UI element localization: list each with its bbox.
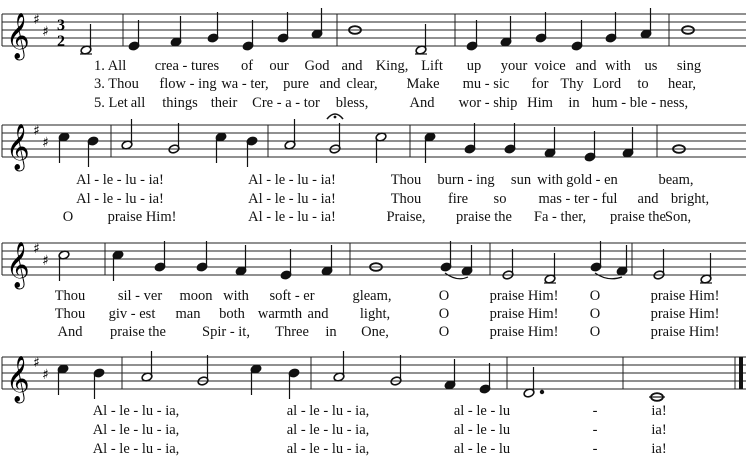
treble-clef-icon: 𝄞 <box>6 13 30 59</box>
lyric-syllable: 1. All <box>94 58 127 74</box>
sharp-icon: ♯ <box>33 123 40 139</box>
lyric-syllable: us <box>644 58 658 74</box>
lyric-syllable: gold - en <box>566 172 618 188</box>
lyric-syllable: Son, <box>664 209 692 225</box>
lyric-syllable: ia! <box>651 403 667 419</box>
lyric-syllable: Al - le - lu - ia! <box>248 172 336 188</box>
lyric-syllable: - <box>592 403 598 419</box>
lyric-syllable: moon <box>179 288 213 304</box>
staff-3 <box>0 230 750 290</box>
lyric-syllable: Thou <box>54 306 86 322</box>
treble-clef-icon: 𝄞 <box>6 242 30 288</box>
sharp-icon: ♯ <box>33 241 40 257</box>
lyric-syllable: Make <box>406 76 440 92</box>
lyric-syllable: O <box>438 306 450 322</box>
lyric-syllable: gleam, <box>352 288 392 304</box>
sharp-icon: ♯ <box>42 367 49 383</box>
lyric-syllable: al - le - lu - ia, <box>286 441 370 457</box>
lyric-syllable: O <box>438 324 450 340</box>
lyric-syllable: al - le - lu <box>453 441 511 457</box>
lyric-syllable: man <box>175 306 201 322</box>
lyric-syllable: our <box>269 58 289 74</box>
lyric-syllable: giv - est <box>108 306 156 322</box>
lyric-syllable: both <box>219 306 245 322</box>
lyric-syllable: your <box>500 58 528 74</box>
lyric-syllable: sun <box>510 172 532 188</box>
lyric-syllable: clear, <box>346 76 378 92</box>
system-2 <box>0 115 750 227</box>
lyric-syllable: praise Him! <box>650 324 720 340</box>
lyric-syllable: God <box>304 58 330 74</box>
system-1 <box>0 0 750 112</box>
lyric-syllable: praise Him! <box>489 324 559 340</box>
lyric-syllable: Him <box>527 95 553 111</box>
lyric-line-verse-5 <box>0 208 750 226</box>
lyric-syllable: Thou <box>390 172 422 188</box>
lyric-syllable: praise Him! <box>107 209 177 225</box>
lyric-syllable: bless, <box>335 95 369 111</box>
lyric-syllable: Al - le - lu - ia, <box>92 441 180 457</box>
lyric-syllable: O <box>589 288 601 304</box>
system-3 <box>0 230 750 342</box>
treble-clef-icon: 𝄞 <box>6 356 30 402</box>
lyric-syllable: 5. Let <box>94 95 128 111</box>
lyric-syllable: mas - ter - ful <box>538 191 618 207</box>
staff-2 <box>0 115 750 175</box>
lyric-syllable: - <box>592 422 598 438</box>
lyric-syllable: hear, <box>668 76 696 92</box>
lyric-syllable: in <box>325 324 337 340</box>
lyric-syllable: Al - le - lu - ia! <box>248 209 336 225</box>
lyric-syllable: and <box>319 76 341 92</box>
lyric-line-verse-3 <box>0 305 750 323</box>
lyric-syllable: Cre - a - tor <box>252 95 320 111</box>
sharp-icon: ♯ <box>42 135 49 151</box>
lyric-syllable: things <box>162 95 198 111</box>
sharp-icon: ♯ <box>42 253 49 269</box>
lyric-syllable: sil - ver <box>117 288 163 304</box>
lyric-syllable: Fa - ther, <box>533 209 587 225</box>
lyric-syllable: praise the <box>456 209 512 225</box>
lyric-syllable: up <box>466 58 482 74</box>
time-signature-top: 3 <box>57 17 65 34</box>
sharp-icon: ♯ <box>42 24 49 40</box>
lyric-syllable: praise Him! <box>489 306 559 322</box>
staff-4 <box>0 347 750 407</box>
lyric-syllable: wa - ter, <box>221 76 269 92</box>
lyric-line-verse-1 <box>0 57 750 75</box>
lyric-syllable: bright, <box>670 191 710 207</box>
lyric-syllable: and <box>341 58 363 74</box>
lyric-syllable: so <box>493 191 507 207</box>
slur-icon <box>445 273 622 279</box>
lyric-syllable: praise the <box>110 324 166 340</box>
lyric-syllable: O <box>589 324 601 340</box>
lyric-syllable: burn - ing <box>437 172 495 188</box>
lyric-syllable: And <box>409 95 435 111</box>
lyric-syllable: Al - le - lu - ia! <box>76 191 164 207</box>
lyric-line-verse-3 <box>0 190 750 208</box>
lyric-syllable: One, <box>361 324 389 340</box>
lyric-syllable: - <box>592 441 598 457</box>
lyric-line-verse-1 <box>0 171 750 189</box>
sharp-icon: ♯ <box>33 12 40 28</box>
lyric-syllable: light, <box>359 306 391 322</box>
lyric-line-verse-5 <box>0 94 750 112</box>
lyric-syllable: ia! <box>651 441 667 457</box>
lyric-line-verse-5 <box>0 323 750 341</box>
lyric-syllable: O <box>62 209 74 225</box>
lyric-syllable: Al - le - lu - ia! <box>248 191 336 207</box>
lyric-syllable: O <box>589 306 601 322</box>
lyric-syllable: for <box>531 76 549 92</box>
lyric-syllable: in <box>568 95 580 111</box>
lyric-syllable: fire <box>447 191 469 207</box>
lyric-syllable: mu - sic <box>462 76 510 92</box>
lyric-syllable: praise the <box>610 209 666 225</box>
lyric-syllable: soft - er <box>269 288 315 304</box>
lyric-syllable: Al - le - lu - ia! <box>76 172 164 188</box>
lyric-syllable: praise Him! <box>489 288 559 304</box>
system-4 <box>0 347 750 459</box>
lyric-line-verse-3 <box>0 421 750 439</box>
lyric-syllable: praise Him! <box>650 288 720 304</box>
lyric-syllable: Thou <box>390 191 422 207</box>
lyric-syllable: Praise, <box>386 209 426 225</box>
lyric-syllable: pure <box>283 76 309 92</box>
lyric-line-verse-5 <box>0 440 750 458</box>
lyric-syllable: Al - le - lu - ia, <box>92 403 180 419</box>
lyric-syllable: crea - tures <box>154 58 220 74</box>
lyric-syllable: voice <box>534 58 566 74</box>
lyric-syllable: their <box>210 95 238 111</box>
lyric-syllable: and <box>307 306 329 322</box>
lyric-syllable: with <box>537 172 563 188</box>
lyric-syllable: Lord <box>592 76 622 92</box>
time-signature-bottom: 2 <box>57 33 65 50</box>
lyric-syllable: with <box>223 288 249 304</box>
lyric-syllable: Lift <box>421 58 443 74</box>
lyric-syllable: Thou <box>54 288 86 304</box>
lyric-syllable: hum - ble - ness, <box>591 95 689 111</box>
lyric-syllable: King, <box>375 58 409 74</box>
lyric-syllable: all <box>130 95 146 111</box>
lyric-syllable: ia! <box>651 422 667 438</box>
lyric-syllable: warmth <box>257 306 303 322</box>
lyric-syllable: flow - ing <box>159 76 217 92</box>
lyric-syllable: praise Him! <box>650 306 720 322</box>
lyric-line-verse-3 <box>0 75 750 93</box>
lyric-syllable: wor - ship <box>458 95 518 111</box>
lyric-line-verse-1 <box>0 287 750 305</box>
lyric-syllable: 3. Thou <box>94 76 139 92</box>
lyric-syllable: al - le - lu - ia, <box>286 422 370 438</box>
lyric-syllable: al - le - lu <box>453 422 511 438</box>
lyric-syllable: Spir - it, <box>202 324 250 340</box>
lyric-syllable: al - le - lu - ia, <box>286 403 370 419</box>
staff-1 <box>0 0 750 60</box>
lyric-syllable: Thy <box>560 76 584 92</box>
lyric-syllable: al - le - lu <box>453 403 511 419</box>
lyric-syllable: and <box>637 191 659 207</box>
lyric-syllable: to <box>637 76 649 92</box>
lyric-line-verse-1 <box>0 402 750 420</box>
lyric-syllable: sing <box>676 58 702 74</box>
lyric-syllable: Al - le - lu - ia, <box>92 422 180 438</box>
lyric-syllable: and <box>575 58 597 74</box>
lyric-syllable: And <box>57 324 83 340</box>
lyric-syllable: with <box>605 58 631 74</box>
lyric-syllable: Three <box>275 324 309 340</box>
lyric-syllable: O <box>438 288 450 304</box>
sharp-icon: ♯ <box>33 355 40 371</box>
lyric-syllable: beam, <box>658 172 694 188</box>
lyric-syllable: of <box>240 58 254 74</box>
fermata-icon <box>327 114 343 119</box>
treble-clef-icon: 𝄞 <box>6 124 30 170</box>
